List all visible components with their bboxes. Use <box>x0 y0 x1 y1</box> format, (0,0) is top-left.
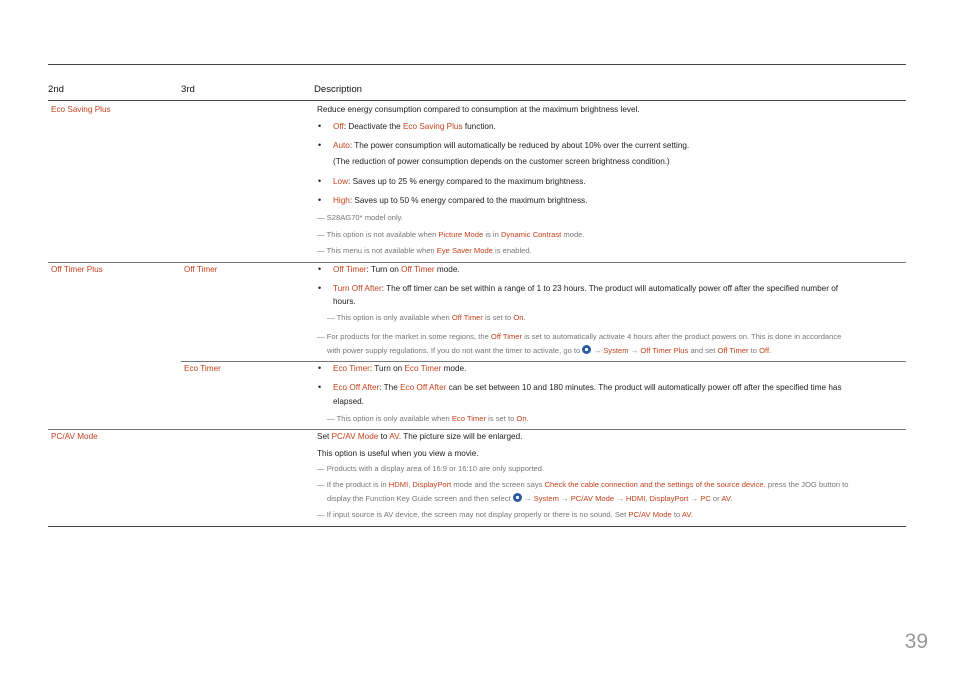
col-header-3rd: 3rd <box>181 84 195 95</box>
turn-off-after-cont: hours. <box>333 297 356 306</box>
sub-label-eco-timer: Eco Timer <box>184 364 221 373</box>
eco-timer-note-on: ― This option is only available when Eco Timer is set to On. <box>327 414 529 423</box>
eco-note-picture-mode: ― This option is not available when Picture Mode is in Dynamic Contrast mode. <box>317 230 585 239</box>
bottom-rule <box>48 526 906 527</box>
eco-intro: Reduce energy consumption compared to consumption at the maximum brightness level. <box>317 105 640 114</box>
row-label-eco-saving-plus: Eco Saving Plus <box>51 105 111 114</box>
turn-off-after-item: Turn Off After: The off timer can be set within a range of 1 to 23 hours. The product will automatically power off after the specified number of <box>333 284 839 293</box>
bullet: • <box>318 264 322 274</box>
col-header-description: Description <box>314 84 362 95</box>
row-label-off-timer-plus: Off Timer Plus <box>51 265 103 274</box>
bullet: • <box>318 382 322 392</box>
off-timer-item: Off Timer: Turn on Off Timer mode. <box>333 265 460 274</box>
header-rule <box>48 100 906 101</box>
off-timer-note-regions: ― For products for the market in some regions, the Off Timer is set to automatically activate 4 hours after the product powers on. This is done in accordance <box>317 332 842 341</box>
jog-menu-icon <box>513 493 522 502</box>
pcav-set-line: Set PC/AV Mode to AV. The picture size will be enlarged. <box>317 432 523 441</box>
bullet: • <box>318 121 322 131</box>
eco-auto-item: Auto: The power consumption will automatically be reduced by about 10% over the current setting. <box>333 141 690 150</box>
eco-off-after-item: Eco Off After: The Eco Off After can be set between 10 and 180 minutes. The product will automatically power off after the specified time has <box>333 383 842 392</box>
pcav-note-hdmi-cont: display the Function Key Guide screen and then select → System → PC/AV Mode → HDMI, DisplayPort → PC or AV. <box>327 494 733 503</box>
pcav-note-av-device: ― If input source is AV device, the screen may not display properly or there is no sound. Set PC/AV Mode to AV. <box>317 510 693 519</box>
row-divider-2 <box>181 361 906 362</box>
off-timer-note-on: ― This option is only available when Off Timer is set to On. <box>327 313 526 322</box>
bullet: • <box>318 176 322 186</box>
pcav-note-aspect: ― Products with a display area of 16:9 or 16:10 are only supported. <box>317 464 545 473</box>
top-rule <box>48 64 906 65</box>
eco-low-item: Low: Saves up to 25 % energy compared to the maximum brightness. <box>333 177 586 186</box>
page-number: 39 <box>904 630 928 653</box>
col-header-2nd: 2nd <box>48 84 65 95</box>
eco-note-model: ― S28AG70* model only. <box>317 213 403 222</box>
bullet: • <box>318 363 322 373</box>
eco-off-item: Off: Deactivate the Eco Saving Plus function. <box>333 122 496 131</box>
row-divider-3 <box>48 429 906 430</box>
bullet: • <box>318 195 322 205</box>
row-divider-1 <box>48 262 906 263</box>
eco-auto-note: (The reduction of power consumption depends on the customer screen brightness condition.) <box>333 157 670 166</box>
bullet: • <box>318 283 322 293</box>
eco-high-item: High: Saves up to 50 % energy compared to the maximum brightness. <box>333 196 588 205</box>
eco-timer-item: Eco Timer: Turn on Eco Timer mode. <box>333 364 467 373</box>
eco-note-eye-saver: ― This menu is not available when Eye Saver Mode is enabled. <box>317 246 532 255</box>
pcav-note-hdmi: ― If the product is in HDMI, DisplayPort mode and the screen says Check the cable connection and the settings of the source device. press the JOG button to <box>317 480 849 489</box>
bullet: • <box>318 140 322 150</box>
row-label-pc-av-mode: PC/AV Mode <box>51 432 98 441</box>
eco-off-after-cont: elapsed. <box>333 397 364 406</box>
sub-label-off-timer: Off Timer <box>184 265 218 274</box>
off-timer-note-regions-cont: with power supply regulations. If you do not want the timer to activate, go to → System → Off Timer Plus and set Off Timer to Off. <box>327 346 772 355</box>
pcav-useful-line: This option is useful when you view a movie. <box>317 449 479 458</box>
